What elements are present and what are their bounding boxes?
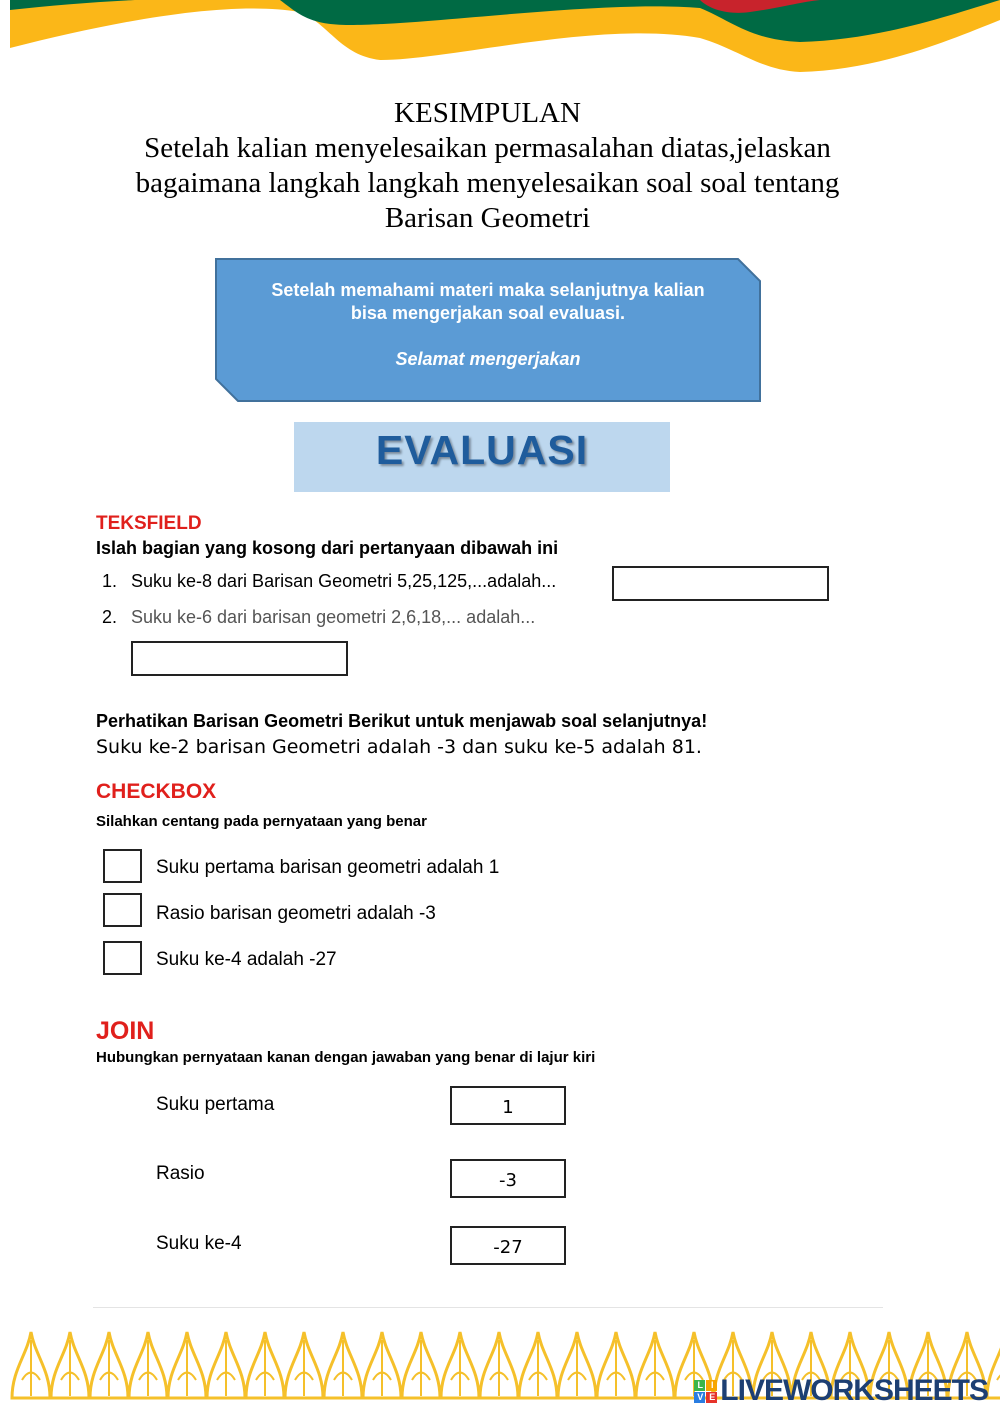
callout-line-2: bisa mengerjakan soal evaluasi. [350, 303, 626, 323]
join-right-2[interactable]: -3 [450, 1159, 566, 1198]
join-instruction: Hubungkan pernyataan kanan dengan jawaban yang benar di lajur kiri [96, 1049, 596, 1066]
join-right-1[interactable]: 1 [450, 1086, 566, 1125]
question-1-number: 1. [102, 571, 118, 591]
checkbox-1-label: Suku pertama barisan geometri adalah 1 [156, 857, 500, 878]
kesimpulan-line-3: Barisan Geometri [384, 202, 591, 234]
checkbox-2[interactable] [103, 893, 142, 927]
join-left-2[interactable]: Rasio [156, 1163, 205, 1184]
liveworksheets-logo [694, 1374, 988, 1408]
join-heading: JOIN [96, 1017, 155, 1045]
context-text: Suku ke-2 barisan Geometri adalah -3 dan suku ke-5 adalah 81. [96, 736, 702, 758]
callout-line-3: Selamat mengerjakan [395, 349, 581, 369]
header-wave-decoration [0, 0, 1000, 80]
question-2-answer-input[interactable] [131, 641, 348, 676]
question-2-text: Suku ke-6 dari barisan geometri 2,6,18,... adalah... [131, 607, 536, 627]
join-right-3[interactable]: -27 [450, 1226, 566, 1265]
evaluasi-title: EVALUASI [375, 427, 589, 473]
checkbox-heading: CHECKBOX [96, 780, 217, 803]
kesimpulan-line-1: Setelah kalian menyelesaikan permasalahan diatas,jelaskan [144, 132, 831, 164]
question-2-number: 2. [102, 607, 118, 627]
teksfield-heading: TEKSFIELD [96, 513, 202, 534]
checkbox-instruction: Silahkan centang pada pernyataan yang benar [96, 813, 427, 830]
context-heading: Perhatikan Barisan Geometri Berikut untuk menjawab soal selanjutnya! [96, 711, 708, 731]
join-left-1[interactable]: Suku pertama [156, 1094, 275, 1115]
checkbox-3[interactable] [103, 941, 142, 975]
question-1-answer-input[interactable] [612, 566, 829, 601]
question-1-text: Suku ke-8 dari Barisan Geometri 5,25,125,...adalah... [131, 571, 557, 591]
kesimpulan-title: KESIMPULAN [394, 97, 581, 129]
logo-squares-icon: L I V E [694, 1380, 717, 1403]
callout-line-1: Setelah memahami materi maka selanjutnya kalian [271, 280, 705, 300]
ornament-motif [987, 1332, 1000, 1398]
checkbox-2-label: Rasio barisan geometri adalah -3 [156, 903, 436, 924]
checkbox-3-label: Suku ke-4 adalah -27 [156, 949, 337, 970]
divider [93, 1307, 883, 1308]
checkbox-1[interactable] [103, 849, 142, 883]
join-left-3[interactable]: Suku ke-4 [156, 1233, 242, 1254]
kesimpulan-line-2: bagaimana langkah langkah menyelesaikan soal soal tentang [135, 167, 840, 199]
logo-text: LIVEWORKSHEETS [720, 1374, 988, 1407]
teksfield-instruction: Islah bagian yang kosong dari pertanyaan dibawah ini [96, 538, 559, 558]
evaluasi-banner [294, 422, 670, 492]
